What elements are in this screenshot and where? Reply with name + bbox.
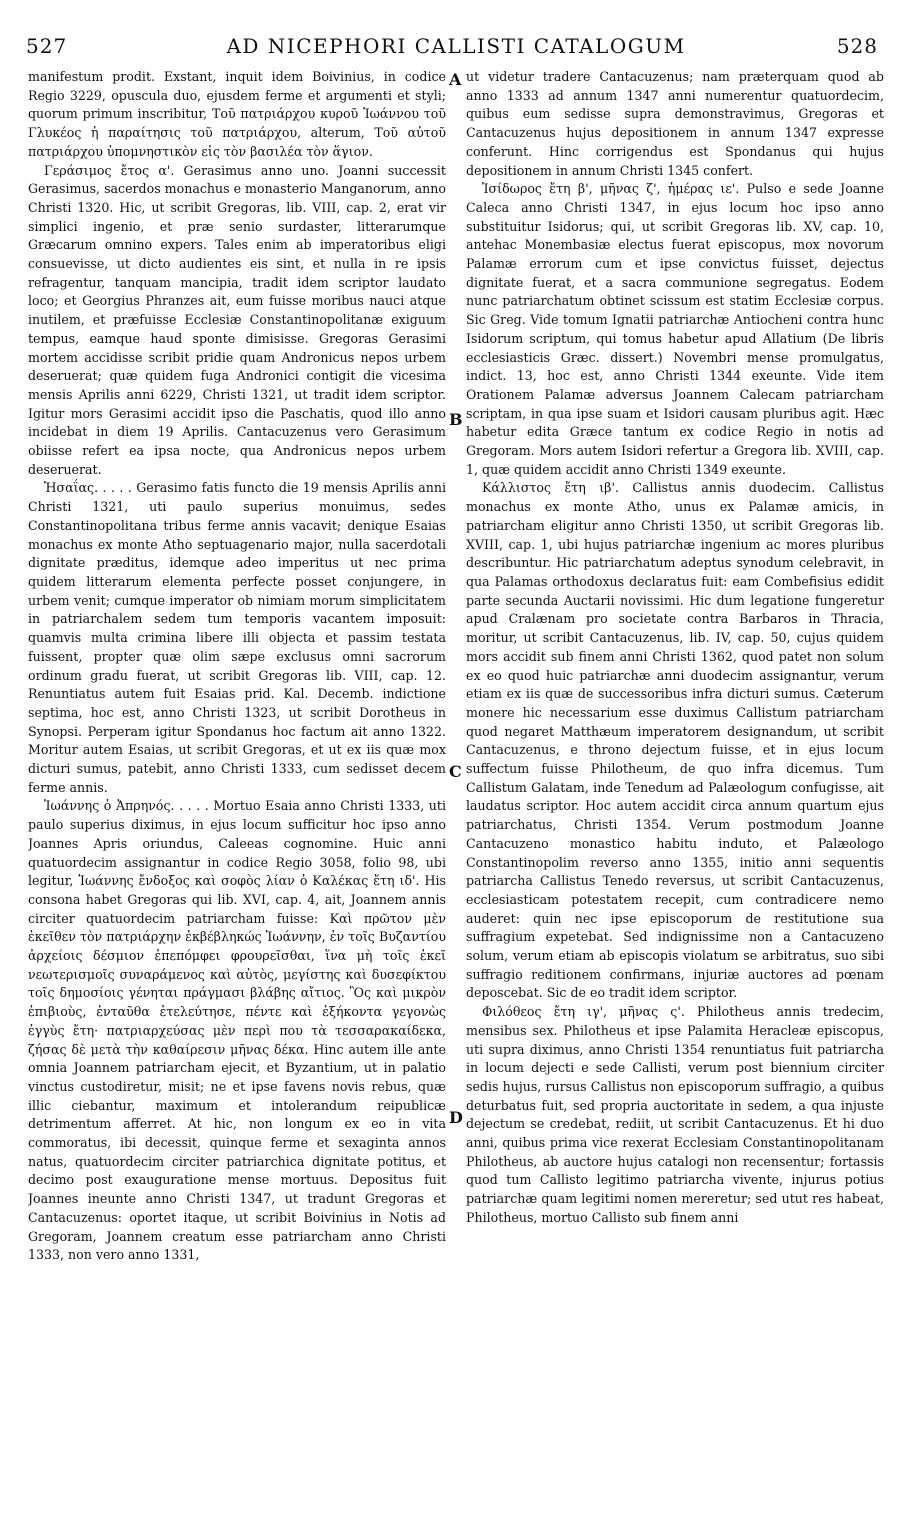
- paragraph: Κάλλιστος ἔτη ιβ'. Callistus annis duodecim. Callistus monachus ex monte Atho, unus ex Palamæ amicis, in patriarcham eligitur anno Christi 1350, ut scribit Gregoras lib. XVIII, cap. 1, ubi hujus patriarchæ ingenium ac mores pluribus describuntur. Hic patriarchatum adeptus synodum celebravit, in qua Palamas orthodoxus declaratus fuit: eam Combefisius edidit parte secunda Auctarii novissimi. Hic dum legatione fungeretur apud Cralænam pro societate contra Barbaros in Thracia, moritur, ut scribit Cantacuzenus, lib. IV, cap. 50, cujus quidem mors accidit sub finem anni Christi 1362, quod patet non solum ex eo quod huic patriarchæ anni duodecim assignantur, verum etiam ex iis quæ de successoribus infra dicturi sumus. Cæterum monere hic necessarium esse duximus Callistum patriarcham quod negaret Matthæum imperatorem designandum, ut scribit Cantacuzenus, e throno dejectum fuisse, et in ejus locum suffectum fuisse Philotheum, de quo infra dicemus. Tum Callistum Galatam, inde Tenedum ad Palæologum confugisse, ait laudatus scriptor. Hoc autem accidit circa annum quartum ejus patriarchatus, Christi 1354. Verum postmodum Joanne Cantacuzeno monastico habitu induto, et Palæologo Constantinopolim reverso anno 1355, initio anni sequentis patriarcha Callistus Tenedo reversus, ut scribit Cantacuzenus, ecclesiasticam potestatem recepit, cum contradicere nemo auderet: quin nec ipse episcoporum de restitutione sua suffragium expetebat. Sed indignissime non a Cantacuzeno solum, verum etiam ab episcopis violatum se arbitratus, suo sibi suffragio reditionem confirmans, injuriæ auctores ad pœnam deposcebat. Sic de eo tradit idem scriptor.: [466, 480, 884, 1001]
- margin-marker-a: A: [449, 70, 462, 89]
- page-number-right: 528: [836, 34, 878, 58]
- paragraph: Ἰσίδωρος ἔτη β', μῆνας ζ', ἡμέρας ιε'. Pulso e sede Joanne Caleca anno Christi 1347, in ejus locum hoc ipso anno substituitur Isidorus; qui, ut scribit Gregoras lib. XV, cap. 10, antehac Monembasiæ electus fuerat episcopus, mox novorum Palamæ errorum cum et ipse convictus fuisset, dejectus dignitate fuerat, et a sacra communione segregatus. Eodem nunc patriarchatum obtinet scissum est statim Ecclesiæ corpus. Sic Greg. Vide tomum Ignatii patriarchæ Antiocheni contra hunc Isidorum scriptum, qui tomus habetur apud Allatium (De libris ecclesiasticis Græc. dissert.) Novembri mense promulgatus, indict. 13, hoc est, anno Christi 1344 exeunte. Vide item Orationem Palamæ adversus Joannem Calecam patriarcham scriptam, in qua ipse suam et Isidori causam pluribus agit. Hæc habetur edita Græce tantum ex codice Regio in notis ad Gregoram. Mors autem Isidori refertur a Gregora lib. XVIII, cap. 1, quæ quidem accidit anno Christi 1349 exeunte.: [466, 181, 884, 477]
- paragraph: Ἡσαΐας. . . . . Gerasimo fatis functo die 19 mensis Aprilis anni Christi 1321, uti paulo superius monuimus, sedes Constantinopolitana tribus ferme annis vacavit; denique Esaias monachus ex monte Atho septuagenario major, nulla sacerdotali dignitate præditus, idemque adeo imperitus ut nec prima quidem litterarum elementa perfecte posset conjungere, in urbem venit; cumque imperator ob nimiam morum simplicitatem in patriarchalem sedem tum temporis vacantem imposuit: quamvis multa crimina libere illi objecta et passim testata fuissent, propter quæ olim sæpe exclusus omni sacrorum ordinum gradu fuerat, ut scribit Gregoras lib. VIII, cap. 12. Renuntiatus autem fuit Esaias prid. Kal. Decemb. indictione septima, hoc est, anno Christi 1323, ut scribit Dorotheus in Synopsi. Perperam igitur Spondanus hoc factum ait anno 1322. Moritur autem Esaias, ut scribit Gregoras, et ut ex iis quæ mox dicturi sumus, patebit, anno Christi 1333, cum sedisset decem ferme annis.: [28, 480, 446, 795]
- margin-marker-b: B: [449, 410, 463, 429]
- paragraph: Ἰωάννης ὁ Ἀπρηνός. . . . . Mortuo Esaia anno Christi 1333, uti paulo superius diximus, in ejus locum sufficitur hoc ipso anno Joannes Apris oriundus, Caleeas cognomine. Huic anni quatuordecim assignantur in codice Regio 3058, folio 98, ubi legitur, Ἰωάννης ἔνδοξος καὶ σοφὸς λίαν ὁ Καλέκας ἔτη ιδ'. His consona habet Gregoras qui lib. XVI, cap. 4, ait, Joannem annis circiter quatuordecim patriarcham fuisse: Καὶ πρῶτον μὲν ἐκεῖθεν τὸν πατριάρχην ἐκβέβληκώς Ἰωάννην, ἐν τοῖς Βυζαντίου ἀρχείοις δέσμιον ἐπεπόμφει φρουρεῖσθαι, ἵνα μὴ τοῖς ἐκεῖ νεωτερισμοῖς συναράμενος καὶ αὐτὸς, μεγίστης καὶ δυσεφίκτου τοῖς δημοσίοις γένηται πράγμασι βλάβης αἴτιος. Ὃς καὶ μικρὸν ἐπιβιοὺς, ἐνταῦθα ἐτελεύτησε, πέντε καὶ ἑξήκοντα γεγονὼς ἐγγὺς ἔτη· πατριαρχεύσας μὲν περὶ που τὰ τεσσαρακαίδεκα, ζήσας δὲ μετὰ τὴν καθαίρεσιν μῆνας δέκα. Hinc autem ille ante omnia Joannem patriarcham ejecit, et Byzantium, ut in palatio vinctus custodiretur, misit; ne et ipse favens novis rebus, quæ illic ciebantur, maximum et intolerandum reipublicæ detrimentum afferret. At hic, non longum ex eo in vita commoratus, ibi decessit, quinque ferme et sexaginta annos natus, quatuordecim circiter patriarchica dignitate potitus, et decimo post exauguratione mense mortuus. Depositus fuit Joannes ineunte anno Christi 1347, ut tradunt Gregoras et Cantacuzenus: oportet itaque, ut scribit Boivinius in Notis ad Gregoram, Joannem creatum esse patriarcham anno Christi 1333, non vero anno 1331,: [28, 798, 446, 1263]
- left-column: [28, 68, 446, 1530]
- margin-marker-c: C: [449, 762, 462, 781]
- paragraph: Γεράσιμος ἔτος α'. Gerasimus anno uno. Joanni successit Gerasimus, sacerdos monachus e monasterio Manganorum, anno Christi 1320. Hic, ut scribit Gregoras, lib. VIII, cap. 2, erat vir simplici ingenio, et præ senio surdaster, litterarumque Græcarum omnino expers. Tales enim ab imperatoribus eligi consuevisse, ut dicto audientes eis sint, et nulla in re ipsis refragentur, tanquam mancipia, tradit idem scriptor laudato loco; et Georgius Phranzes ait, eum fuisse moribus nauci atque inutilem, et præfuisse Ecclesiæ Constantinopolitanæ exiguum tempus, eamque haud sponte dimisisse. Gregoras Gerasimi mortem accidisse scribit pridie quam Andronicus nepos urbem deseruerat; quæ quidem fuga Andronici contigit die vicesima mensis Aprilis anni 6229, Christi 1321, ut tradit idem scriptor. Igitur mors Gerasimi accidit ipso die Paschatis, quod illo anno incidebat in diem 19 Aprilis. Cantacuzenus vero Gerasimum obiisse refert ea ipsa nocte, qua Andronicus nepos urbem deseruerat.: [28, 162, 446, 477]
- page-number-left: 527: [26, 34, 68, 58]
- paragraph: ut videtur tradere Cantacuzenus; nam præterquam quod ab anno 1333 ad annum 1347 anni numerentur quatuordecim, quibus eum sedisse supra demonstravimus, Gregoras et Cantacuzenus hujus depositionem in annum 1347 expresse conferunt. Hinc corrigendus est Spondanus qui hujus depositionem in annum Christi 1345 confert.: [466, 69, 884, 178]
- margin-marker-d: D: [449, 1108, 463, 1127]
- paragraph: manifestum prodit. Exstant, inquit idem Boivinius, in codice Regio 3229, opuscula duo, ejusdem ferme et argumenti et styli; quorum primum inscribitur, Τοῦ πατριάρχου κυροῦ Ἰωάννου τοῦ Γλυκέος ἡ παραίτησις τοῦ πατριάρχου, alterum, Τοῦ αὐτοῦ πατριάρχου ὑπομνηστικὸν εἰς τὸν βασιλέα τὸν ἅγιον.: [28, 69, 446, 159]
- running-title: AD NICEPHORI CALLISTI CATALOGUM: [226, 34, 686, 58]
- right-column: [466, 68, 884, 1530]
- paragraph: Φιλόθεος ἔτη ιγ', μῆνας ς'. Philotheus annis tredecim, mensibus sex. Philotheus et ipse Palamita Heracleæ episcopus, uti supra diximus, anno Christi 1354 renuntiatus fuit patriarcha in locum dejecti e sede Callisti, verum post biennium circiter sedis hujus, rursus Callistus non episcoporum suffragio, a quibus deturbatus fuit, sed propria auctoritate in sedem, a qua injuste dejectum se credebat, rediit, ut scribit Cantacuzenus. Et hi duo anni, quibus prima vice rexerat Ecclesiam Constantinopolitanam Philotheus, ab auctore hujus catalogi non recensentur; fortassis quod tum Callisto legitimo patriarcha vivente, injurus potius patriarchæ quam legitimi nomen mereretur; sed utut res habeat, Philotheus, mortuo Callisto sub finem anni: [466, 1004, 884, 1225]
- page-header: [0, 0, 912, 60]
